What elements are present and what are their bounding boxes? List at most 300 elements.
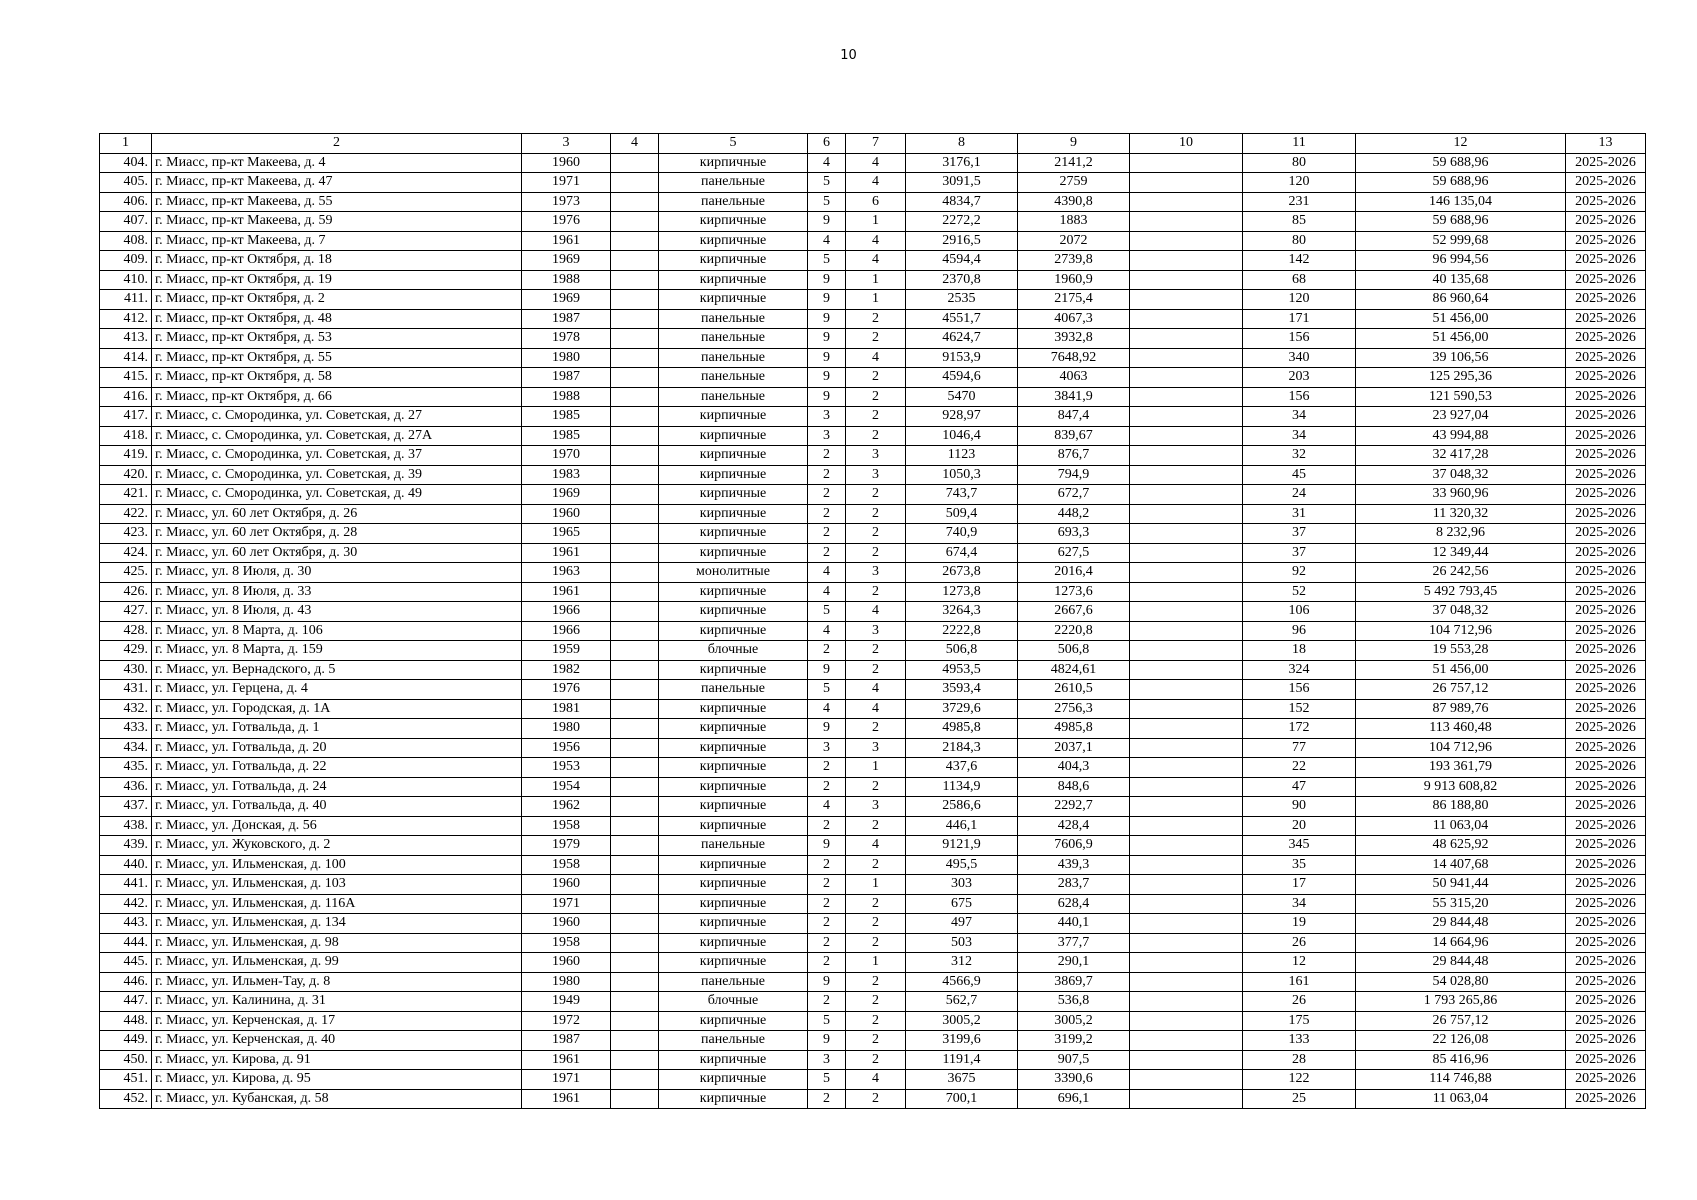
table-cell-col-6: 5 (808, 1011, 846, 1031)
table-cell-col-4 (611, 797, 659, 817)
table-cell-col-13: 2025-2026 (1566, 485, 1646, 505)
table-cell-col-7: 2 (846, 504, 906, 524)
table-cell-col-9: 4390,8 (1018, 192, 1130, 212)
column-header-9: 9 (1018, 134, 1130, 154)
table-cell-col-8: 2272,2 (906, 212, 1018, 232)
table-cell-col-10 (1130, 777, 1243, 797)
table-cell-col-12: 113 460,48 (1356, 719, 1566, 739)
table-cell-col-2: г. Миасс, пр-кт Октября, д. 2 (152, 290, 522, 310)
table-cell-col-11: 324 (1243, 660, 1356, 680)
table-cell-col-6: 5 (808, 251, 846, 271)
table-cell-col-6: 2 (808, 953, 846, 973)
table-cell-col-10 (1130, 699, 1243, 719)
table-cell-col-11: 20 (1243, 816, 1356, 836)
table-cell-col-3: 1960 (522, 953, 611, 973)
table-cell-col-4 (611, 329, 659, 349)
table-cell-col-4 (611, 836, 659, 856)
table-cell-col-4 (611, 153, 659, 173)
table-cell-col-8: 312 (906, 953, 1018, 973)
table-row (100, 368, 1646, 388)
table-cell-col-4 (611, 465, 659, 485)
table-cell-col-3: 1971 (522, 173, 611, 193)
table-cell-col-1: 447. (100, 992, 152, 1012)
table-cell-col-9: 672,7 (1018, 485, 1130, 505)
table-cell-col-7: 2 (846, 1050, 906, 1070)
table-cell-col-10 (1130, 641, 1243, 661)
table-cell-col-2: г. Миасс, ул. Готвальда, д. 22 (152, 758, 522, 778)
table-cell-col-13: 2025-2026 (1566, 504, 1646, 524)
table-cell-col-11: 203 (1243, 368, 1356, 388)
table-cell-col-7: 2 (846, 407, 906, 427)
table-cell-col-7: 3 (846, 465, 906, 485)
column-header-7: 7 (846, 134, 906, 154)
table-cell-col-8: 503 (906, 933, 1018, 953)
table-cell-col-11: 120 (1243, 290, 1356, 310)
table-cell-col-1: 448. (100, 1011, 152, 1031)
table-cell-col-6: 2 (808, 485, 846, 505)
table-cell-col-13: 2025-2026 (1566, 855, 1646, 875)
table-cell-col-8: 446,1 (906, 816, 1018, 836)
table-cell-col-6: 3 (808, 1050, 846, 1070)
table-cell-col-7: 2 (846, 329, 906, 349)
table-cell-col-6: 2 (808, 1089, 846, 1109)
table-cell-col-10 (1130, 407, 1243, 427)
table-cell-col-8: 4551,7 (906, 309, 1018, 329)
table-cell-col-5: кирпичные (659, 153, 808, 173)
table-cell-col-3: 1976 (522, 212, 611, 232)
table-cell-col-6: 4 (808, 231, 846, 251)
table-cell-col-4 (611, 1070, 659, 1090)
table-cell-col-1: 422. (100, 504, 152, 524)
table-cell-col-10 (1130, 1011, 1243, 1031)
table-cell-col-8: 2184,3 (906, 738, 1018, 758)
table-cell-col-11: 85 (1243, 212, 1356, 232)
table-cell-col-5: кирпичные (659, 914, 808, 934)
table-cell-col-1: 416. (100, 387, 152, 407)
table-cell-col-5: кирпичные (659, 270, 808, 290)
table-cell-col-13: 2025-2026 (1566, 680, 1646, 700)
table-row (100, 641, 1646, 661)
table-cell-col-1: 412. (100, 309, 152, 329)
table-cell-col-9: 2072 (1018, 231, 1130, 251)
table-cell-col-12: 19 553,28 (1356, 641, 1566, 661)
table-cell-col-3: 1966 (522, 602, 611, 622)
table-cell-col-11: 35 (1243, 855, 1356, 875)
table-cell-col-1: 441. (100, 875, 152, 895)
table-cell-col-4 (611, 231, 659, 251)
table-cell-col-11: 152 (1243, 699, 1356, 719)
table-row (100, 173, 1646, 193)
table-cell-col-13: 2025-2026 (1566, 543, 1646, 563)
table-cell-col-10 (1130, 1031, 1243, 1051)
table-cell-col-5: кирпичные (659, 758, 808, 778)
table-row (100, 660, 1646, 680)
table-cell-col-12: 37 048,32 (1356, 465, 1566, 485)
table-cell-col-3: 1960 (522, 504, 611, 524)
table-cell-col-8: 2535 (906, 290, 1018, 310)
table-cell-col-10 (1130, 251, 1243, 271)
table-cell-col-9: 4067,3 (1018, 309, 1130, 329)
table-cell-col-4 (611, 1050, 659, 1070)
table-cell-col-4 (611, 855, 659, 875)
table-cell-col-7: 1 (846, 875, 906, 895)
table-cell-col-2: г. Миасс, ул. 60 лет Октября, д. 30 (152, 543, 522, 563)
table-cell-col-10 (1130, 192, 1243, 212)
table-cell-col-11: 133 (1243, 1031, 1356, 1051)
table-cell-col-1: 407. (100, 212, 152, 232)
table-cell-col-9: 876,7 (1018, 446, 1130, 466)
table-cell-col-13: 2025-2026 (1566, 777, 1646, 797)
table-cell-col-2: г. Миасс, ул. 8 Июля, д. 43 (152, 602, 522, 622)
table-cell-col-4 (611, 680, 659, 700)
table-cell-col-9: 2667,6 (1018, 602, 1130, 622)
table-cell-col-13: 2025-2026 (1566, 816, 1646, 836)
table-cell-col-12: 104 712,96 (1356, 738, 1566, 758)
table-cell-col-5: монолитные (659, 563, 808, 583)
table-cell-col-3: 1961 (522, 1050, 611, 1070)
table-cell-col-13: 2025-2026 (1566, 972, 1646, 992)
table-cell-col-11: 45 (1243, 465, 1356, 485)
table-cell-col-5: кирпичные (659, 719, 808, 739)
table-cell-col-10 (1130, 153, 1243, 173)
table-row (100, 1089, 1646, 1109)
table-cell-col-5: кирпичные (659, 504, 808, 524)
table-cell-col-4 (611, 777, 659, 797)
table-row (100, 329, 1646, 349)
table-cell-col-3: 1960 (522, 153, 611, 173)
table-cell-col-6: 2 (808, 914, 846, 934)
table-cell-col-5: кирпичные (659, 777, 808, 797)
table-cell-col-12: 54 028,80 (1356, 972, 1566, 992)
table-cell-col-2: г. Миасс, ул. Керченская, д. 17 (152, 1011, 522, 1031)
table-cell-col-12: 26 757,12 (1356, 680, 1566, 700)
table-cell-col-3: 1987 (522, 309, 611, 329)
table-cell-col-3: 1985 (522, 407, 611, 427)
table-cell-col-4 (611, 504, 659, 524)
table-cell-col-3: 1980 (522, 348, 611, 368)
table-cell-col-9: 3199,2 (1018, 1031, 1130, 1051)
table-row (100, 309, 1646, 329)
table-cell-col-10 (1130, 953, 1243, 973)
table-row (100, 875, 1646, 895)
table-cell-col-13: 2025-2026 (1566, 1031, 1646, 1051)
table-cell-col-4 (611, 563, 659, 583)
table-cell-col-1: 413. (100, 329, 152, 349)
table-cell-col-11: 92 (1243, 563, 1356, 583)
table-cell-col-5: кирпичные (659, 875, 808, 895)
table-row (100, 465, 1646, 485)
table-cell-col-9: 693,3 (1018, 524, 1130, 544)
table-cell-col-11: 106 (1243, 602, 1356, 622)
table-cell-col-6: 2 (808, 524, 846, 544)
table-cell-col-9: 439,3 (1018, 855, 1130, 875)
table-cell-col-6: 9 (808, 660, 846, 680)
table-cell-col-10 (1130, 972, 1243, 992)
table-cell-col-2: г. Миасс, ул. Донская, д. 56 (152, 816, 522, 836)
table-cell-col-4 (611, 270, 659, 290)
table-cell-col-1: 433. (100, 719, 152, 739)
table-cell-col-8: 1273,8 (906, 582, 1018, 602)
table-cell-col-2: г. Миасс, ул. Вернадского, д. 5 (152, 660, 522, 680)
table-cell-col-10 (1130, 836, 1243, 856)
table-row (100, 816, 1646, 836)
table-cell-col-8: 1046,4 (906, 426, 1018, 446)
table-cell-col-12: 51 456,00 (1356, 309, 1566, 329)
table-cell-col-1: 451. (100, 1070, 152, 1090)
table-cell-col-8: 700,1 (906, 1089, 1018, 1109)
table-cell-col-5: панельные (659, 329, 808, 349)
table-cell-col-6: 3 (808, 738, 846, 758)
table-cell-col-3: 1961 (522, 582, 611, 602)
table-cell-col-7: 4 (846, 173, 906, 193)
table-row (100, 290, 1646, 310)
table-cell-col-11: 161 (1243, 972, 1356, 992)
table-cell-col-12: 121 590,53 (1356, 387, 1566, 407)
table-cell-col-10 (1130, 465, 1243, 485)
table-cell-col-13: 2025-2026 (1566, 387, 1646, 407)
table-cell-col-3: 1969 (522, 290, 611, 310)
table-cell-col-5: кирпичные (659, 524, 808, 544)
table-cell-col-11: 22 (1243, 758, 1356, 778)
table-cell-col-1: 428. (100, 621, 152, 641)
table-cell-col-2: г. Миасс, ул. 60 лет Октября, д. 28 (152, 524, 522, 544)
table-cell-col-3: 1983 (522, 465, 611, 485)
table-cell-col-6: 3 (808, 407, 846, 427)
table-row (100, 602, 1646, 622)
table-cell-col-9: 907,5 (1018, 1050, 1130, 1070)
table-cell-col-3: 1959 (522, 641, 611, 661)
table-cell-col-4 (611, 972, 659, 992)
table-cell-col-6: 2 (808, 855, 846, 875)
table-row (100, 797, 1646, 817)
table-cell-col-8: 506,8 (906, 641, 1018, 661)
table-cell-col-11: 156 (1243, 680, 1356, 700)
table-row (100, 524, 1646, 544)
table-cell-col-8: 2222,8 (906, 621, 1018, 641)
table-cell-col-9: 2037,1 (1018, 738, 1130, 758)
table-cell-col-8: 2916,5 (906, 231, 1018, 251)
table-row (100, 738, 1646, 758)
table-cell-col-8: 437,6 (906, 758, 1018, 778)
table-cell-col-10 (1130, 621, 1243, 641)
table-cell-col-8: 1134,9 (906, 777, 1018, 797)
table-row (100, 933, 1646, 953)
table-cell-col-5: панельные (659, 1031, 808, 1051)
table-cell-col-10 (1130, 816, 1243, 836)
table-cell-col-2: г. Миасс, пр-кт Октября, д. 48 (152, 309, 522, 329)
table-cell-col-1: 414. (100, 348, 152, 368)
table-cell-col-6: 2 (808, 504, 846, 524)
table-cell-col-5: панельные (659, 309, 808, 329)
table-cell-col-8: 9153,9 (906, 348, 1018, 368)
table-cell-col-13: 2025-2026 (1566, 1050, 1646, 1070)
table-cell-col-7: 2 (846, 309, 906, 329)
table-cell-col-7: 2 (846, 1089, 906, 1109)
table-cell-col-4 (611, 192, 659, 212)
table-cell-col-1: 411. (100, 290, 152, 310)
table-cell-col-4 (611, 914, 659, 934)
table-cell-col-6: 5 (808, 192, 846, 212)
table-cell-col-12: 43 994,88 (1356, 426, 1566, 446)
table-cell-col-3: 1962 (522, 797, 611, 817)
table-cell-col-10 (1130, 290, 1243, 310)
table-cell-col-8: 509,4 (906, 504, 1018, 524)
table-cell-col-4 (611, 894, 659, 914)
table-cell-col-12: 96 994,56 (1356, 251, 1566, 271)
table-cell-col-6: 9 (808, 387, 846, 407)
table-cell-col-11: 25 (1243, 1089, 1356, 1109)
table-cell-col-12: 29 844,48 (1356, 953, 1566, 973)
table-cell-col-9: 2756,3 (1018, 699, 1130, 719)
table-cell-col-3: 1987 (522, 368, 611, 388)
table-cell-col-3: 1980 (522, 972, 611, 992)
table-cell-col-9: 628,4 (1018, 894, 1130, 914)
table-cell-col-6: 2 (808, 816, 846, 836)
table-row (100, 1050, 1646, 1070)
table-cell-col-11: 156 (1243, 329, 1356, 349)
table-cell-col-5: кирпичные (659, 212, 808, 232)
table-cell-col-9: 7648,92 (1018, 348, 1130, 368)
table-cell-col-10 (1130, 524, 1243, 544)
table-row (100, 251, 1646, 271)
table-cell-col-12: 51 456,00 (1356, 660, 1566, 680)
table-cell-col-13: 2025-2026 (1566, 914, 1646, 934)
table-cell-col-4 (611, 621, 659, 641)
table-cell-col-4 (611, 992, 659, 1012)
table-cell-col-7: 2 (846, 543, 906, 563)
table-cell-col-4 (611, 738, 659, 758)
table-cell-col-11: 77 (1243, 738, 1356, 758)
table-row (100, 543, 1646, 563)
table-cell-col-2: г. Миасс, ул. Керченская, д. 40 (152, 1031, 522, 1051)
table-cell-col-4 (611, 660, 659, 680)
table-cell-col-4 (611, 290, 659, 310)
table-cell-col-12: 87 989,76 (1356, 699, 1566, 719)
table-body (100, 153, 1646, 1109)
table-cell-col-4 (611, 407, 659, 427)
table-cell-col-12: 1 793 265,86 (1356, 992, 1566, 1012)
table-cell-col-6: 2 (808, 875, 846, 895)
table-cell-col-5: кирпичные (659, 1050, 808, 1070)
table-cell-col-5: кирпичные (659, 446, 808, 466)
table-cell-col-3: 1958 (522, 933, 611, 953)
table-cell-col-11: 340 (1243, 348, 1356, 368)
table-cell-col-11: 24 (1243, 485, 1356, 505)
table-cell-col-12: 26 757,12 (1356, 1011, 1566, 1031)
table-cell-col-13: 2025-2026 (1566, 446, 1646, 466)
table-cell-col-13: 2025-2026 (1566, 465, 1646, 485)
table-cell-col-7: 4 (846, 680, 906, 700)
table-cell-col-13: 2025-2026 (1566, 738, 1646, 758)
column-header-1: 1 (100, 134, 152, 154)
table-cell-col-3: 1969 (522, 251, 611, 271)
table-cell-col-8: 1050,3 (906, 465, 1018, 485)
table-cell-col-10 (1130, 231, 1243, 251)
table-cell-col-9: 440,1 (1018, 914, 1130, 934)
table-cell-col-12: 23 927,04 (1356, 407, 1566, 427)
table-cell-col-7: 2 (846, 855, 906, 875)
table-cell-col-7: 2 (846, 972, 906, 992)
table-cell-col-3: 1970 (522, 446, 611, 466)
table-cell-col-10 (1130, 719, 1243, 739)
table-cell-col-7: 2 (846, 777, 906, 797)
table-cell-col-1: 439. (100, 836, 152, 856)
table-cell-col-2: г. Миасс, ул. Ильменская, д. 98 (152, 933, 522, 953)
table-cell-col-10 (1130, 602, 1243, 622)
table-cell-col-5: панельные (659, 368, 808, 388)
table-cell-col-1: 418. (100, 426, 152, 446)
table-cell-col-1: 419. (100, 446, 152, 466)
table-cell-col-13: 2025-2026 (1566, 660, 1646, 680)
table-cell-col-1: 443. (100, 914, 152, 934)
table-cell-col-12: 33 960,96 (1356, 485, 1566, 505)
table-cell-col-2: г. Миасс, ул. Готвальда, д. 24 (152, 777, 522, 797)
table-cell-col-12: 37 048,32 (1356, 602, 1566, 622)
table-cell-col-5: кирпичные (659, 582, 808, 602)
table-cell-col-6: 4 (808, 797, 846, 817)
table-cell-col-3: 1971 (522, 894, 611, 914)
table-cell-col-7: 3 (846, 621, 906, 641)
table-cell-col-9: 536,8 (1018, 992, 1130, 1012)
table-cell-col-3: 1960 (522, 875, 611, 895)
table-cell-col-2: г. Миасс, ул. Ильменская, д. 134 (152, 914, 522, 934)
page-number: 10 (840, 48, 857, 63)
table-row (100, 348, 1646, 368)
table-cell-col-11: 32 (1243, 446, 1356, 466)
table-cell-col-3: 1988 (522, 387, 611, 407)
table-cell-col-11: 80 (1243, 231, 1356, 251)
table-cell-col-12: 14 407,68 (1356, 855, 1566, 875)
table-cell-col-8: 4834,7 (906, 192, 1018, 212)
table-cell-col-2: г. Миасс, ул. 8 Марта, д. 106 (152, 621, 522, 641)
table-cell-col-10 (1130, 797, 1243, 817)
table-cell-col-8: 4985,8 (906, 719, 1018, 739)
table-cell-col-12: 50 941,44 (1356, 875, 1566, 895)
table-cell-col-1: 409. (100, 251, 152, 271)
table-cell-col-3: 1961 (522, 1089, 611, 1109)
table-cell-col-10 (1130, 504, 1243, 524)
table-cell-col-5: кирпичные (659, 953, 808, 973)
table-cell-col-7: 4 (846, 836, 906, 856)
table-cell-col-8: 928,97 (906, 407, 1018, 427)
table-cell-col-4 (611, 368, 659, 388)
table-cell-col-6: 9 (808, 719, 846, 739)
table-cell-col-2: г. Миасс, ул. Кубанская, д. 58 (152, 1089, 522, 1109)
table-cell-col-5: кирпичные (659, 621, 808, 641)
table-cell-col-11: 34 (1243, 407, 1356, 427)
table-cell-col-10 (1130, 582, 1243, 602)
table-cell-col-1: 426. (100, 582, 152, 602)
table-cell-col-6: 9 (808, 972, 846, 992)
table-cell-col-3: 1969 (522, 485, 611, 505)
table-cell-col-7: 1 (846, 953, 906, 973)
table-cell-col-2: г. Миасс, ул. Городская, д. 1А (152, 699, 522, 719)
table-cell-col-7: 3 (846, 446, 906, 466)
table-cell-col-5: кирпичные (659, 485, 808, 505)
table-cell-col-7: 3 (846, 797, 906, 817)
table-cell-col-3: 1973 (522, 192, 611, 212)
table-cell-col-5: блочные (659, 992, 808, 1012)
table-cell-col-12: 32 417,28 (1356, 446, 1566, 466)
table-cell-col-1: 423. (100, 524, 152, 544)
table-row (100, 387, 1646, 407)
table-cell-col-3: 1976 (522, 680, 611, 700)
table-cell-col-7: 1 (846, 212, 906, 232)
table-cell-col-9: 448,2 (1018, 504, 1130, 524)
table-cell-col-7: 2 (846, 894, 906, 914)
table-cell-col-11: 12 (1243, 953, 1356, 973)
table-cell-col-12: 14 664,96 (1356, 933, 1566, 953)
